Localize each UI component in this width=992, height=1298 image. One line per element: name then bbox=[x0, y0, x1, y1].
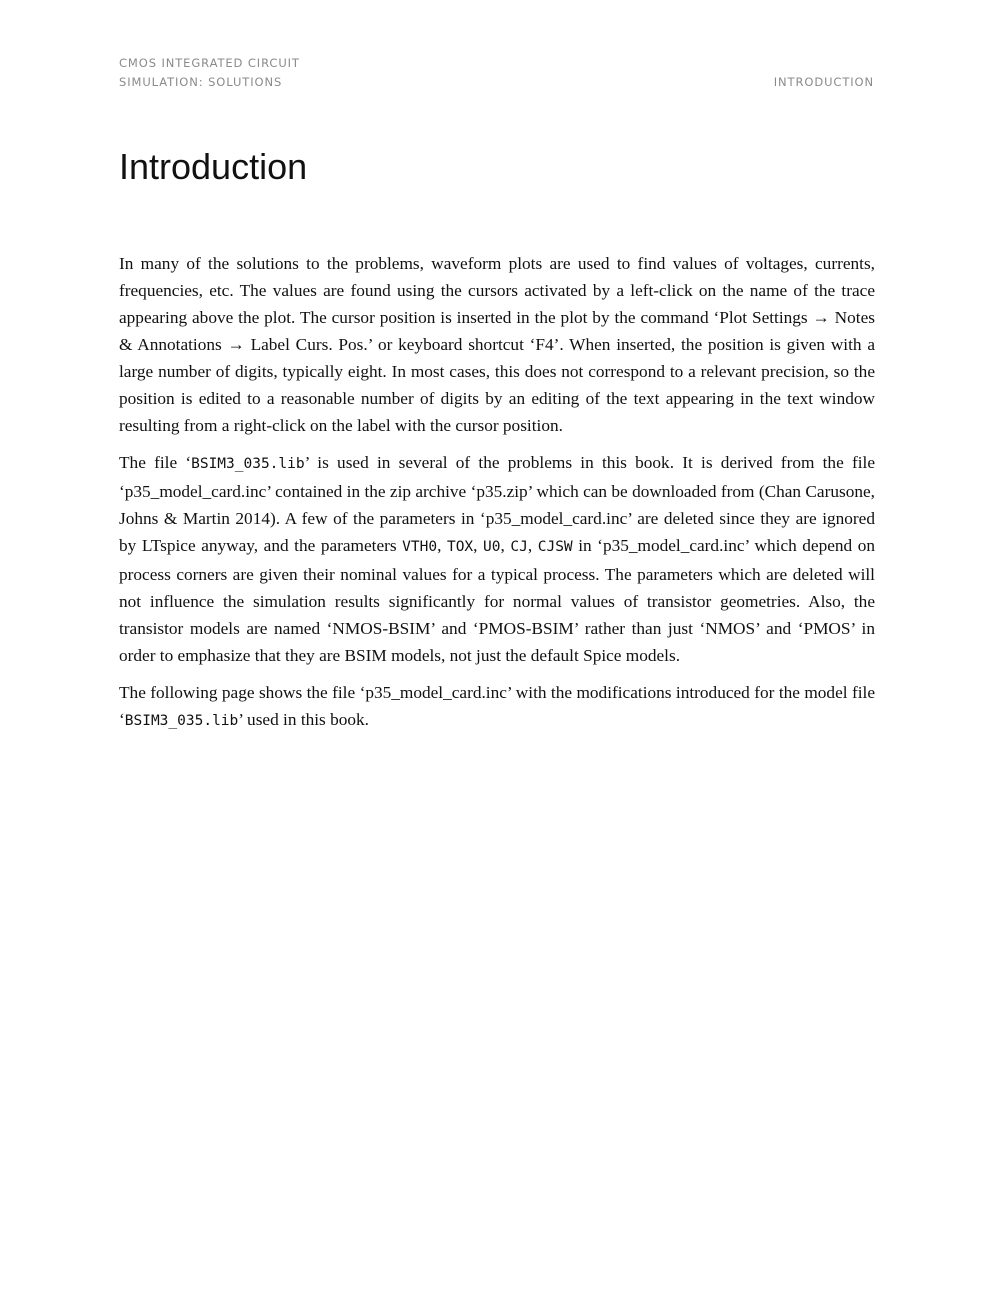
paragraph-text: The file ‘ bbox=[119, 453, 192, 472]
book-title-line-1: CMOS INTEGRATED CIRCUIT bbox=[119, 56, 300, 70]
paragraph-text: In many of the solutions to the problems, waveform plots are used to find values of voltages, currents, frequencies, etc. The values are found using the cursors activated by a left-click on the name of the trace appearing above the plot. The cursor position is inserted in the plot by the command ‘Plot Settings → Notes & Annotations → Label Curs. Pos.’ or keyboard shortcut ‘F4’. When inserted, the position is given with a large number of digits, typically eight. In most cases, this does not correspond to a relevant precision, so the position is edited to a reasonable number of digits by an editing of the text appearing in the text window resulting from a right-click on the label with the cursor position. bbox=[119, 254, 875, 435]
body-text bbox=[119, 250, 875, 745]
paragraph-model-file bbox=[119, 449, 875, 669]
code-parameter: U0 bbox=[483, 539, 501, 555]
code-parameter: CJSW bbox=[537, 539, 573, 555]
book-title-line-2: SIMULATION: SOLUTIONS bbox=[119, 75, 283, 89]
paragraph-text: The following page shows the file ‘p35_model_card.inc’ with the modifications introduced for the model file ‘ bbox=[119, 683, 875, 729]
code-parameter: TOX bbox=[446, 539, 474, 555]
running-head-book-title bbox=[119, 54, 300, 92]
paragraph-cursor-usage bbox=[119, 250, 875, 439]
separator: , bbox=[527, 536, 538, 555]
chapter-title: Introduction bbox=[119, 146, 308, 187]
code-filename: BSIM3_035.lib bbox=[124, 713, 239, 729]
separator: , bbox=[473, 536, 484, 555]
separator: , bbox=[437, 536, 447, 555]
paragraph-following-page bbox=[119, 679, 875, 735]
running-head-section: INTRODUCTION bbox=[773, 75, 874, 89]
separator: , bbox=[500, 536, 511, 555]
code-filename: BSIM3_035.lib bbox=[191, 456, 305, 472]
code-parameter: VTH0 bbox=[402, 539, 438, 555]
paragraph-text: in ‘p35_model_card.inc’ which depend on process corners are given their nominal values for a typical process. The parameters which are deleted will not influence the simulation results significantly for normal values of transistor geometries. Also, the transistor models are named ‘NMOS-BSIM’ and ‘PMOS-BSIM’ rather than just ‘NMOS’ and ‘PMOS’ in order to emphasize that they are BSIM models, not just the default Spice models. bbox=[119, 536, 876, 665]
paragraph-text: ’ is used in several of the problems in this book. It is derived from the file ‘p35_model_card.inc’ contained in the zip archive ‘p35.zip’ which can be downloaded from (Chan Carusone, Johns & Martin 2014). A few of the parameters in ‘p35_model_card.inc’ are deleted since they are ignored by LTspice anyway, and the parameters bbox=[119, 453, 875, 555]
paragraph-text: ’ used in this book. bbox=[238, 710, 369, 729]
code-parameter: CJ bbox=[510, 539, 528, 555]
